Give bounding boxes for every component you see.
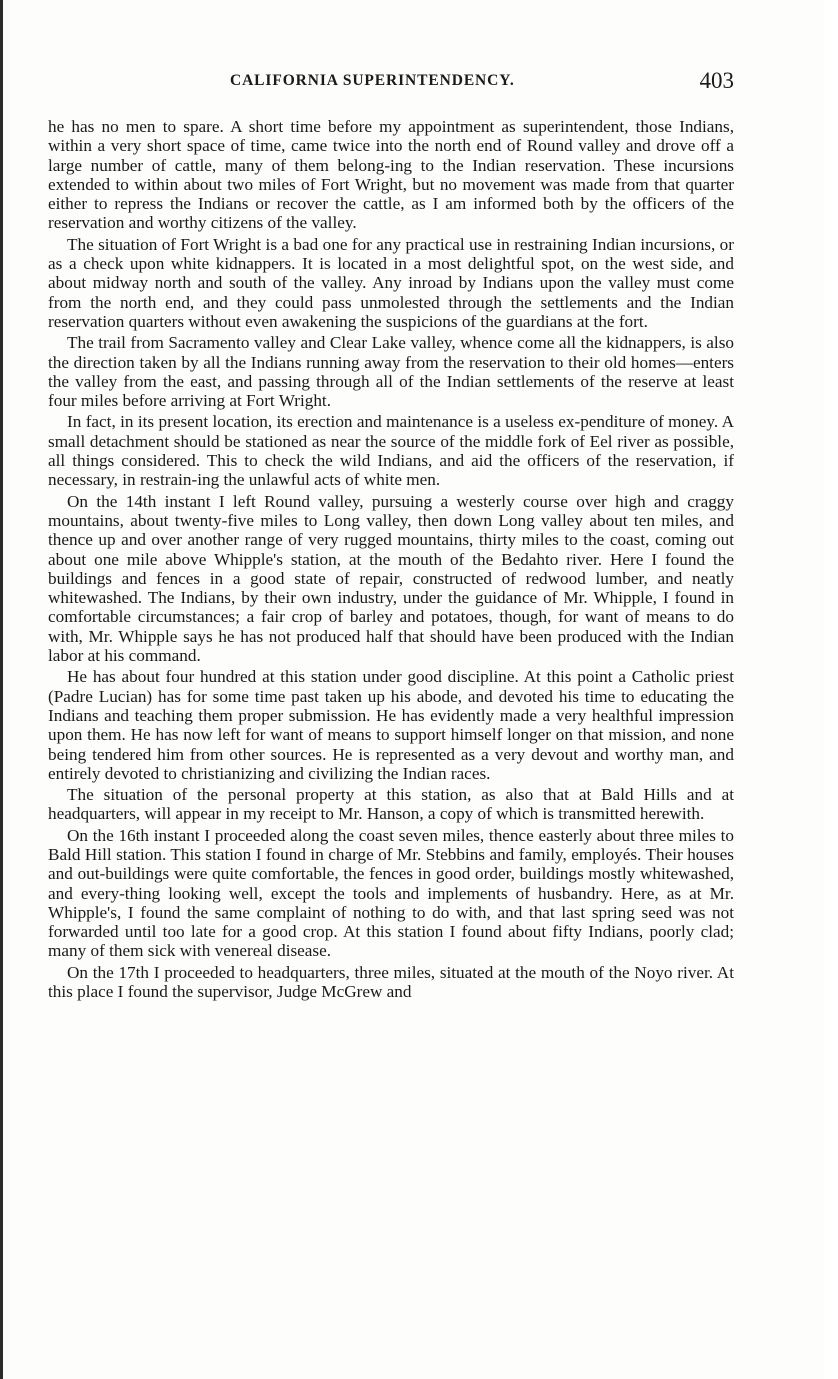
page-number: 403	[699, 68, 734, 93]
body-text	[48, 117, 734, 1003]
running-head: CALIFORNIA SUPERINTENDENCY.	[230, 72, 515, 89]
page-binding-edge	[0, 0, 3, 1379]
paragraph-fort-wright-situation: The situation of Fort Wright is a bad one for any practical use in restraining Indian incursions, or as a check upon white kidnappers. It is located in a most delightful spot, on the west side, and about midway north and south of the valley. Any inroad by Indians upon the valley must come from the north end, and they could pass unmolested through the settlements and the Indian reservation quarters without even awakening the suspicions of the guardians at the fort.	[48, 234, 734, 331]
paragraph-sacramento-trail: The trail from Sacramento valley and Clear Lake valley, whence come all the kidnappers, is also the direction taken by all the Indians running away from the reservation to their old homes—enters the valley from the east, and passing through all of the Indian settlements of the reserve at least four miles before arriving at Fort Wright.	[48, 333, 734, 411]
paragraph-personal-property: The situation of the personal property at this station, as also that at Bald Hills and at headquarters, will appear in my receipt to Mr. Hanson, a copy of which is transmitted herewith.	[48, 785, 734, 824]
paragraph-noyo-headquarters: On the 17th I proceeded to headquarters, three miles, situated at the mouth of the Noyo river. At this place I found the supervisor, Judge McGrew and	[48, 962, 734, 1002]
page-right-margin	[824, 0, 838, 1379]
paragraph-catholic-priest: He has about four hundred at this station under good discipline. At this point a Catholic priest (Padre Lucian) has for some time past taken up his abode, and devoted his time to educating the Indians and teaching them proper submission. He has evidently made a very healthful impression upon them. He has now left for want of means to support himself longer on that mission, and none being tendered him from other sources. He is represented as a very devout and worthy man, and entirely devoted to christianizing and civilizing the Indian races.	[48, 667, 734, 783]
paragraph-useless-expenditure: In fact, in its present location, its erection and maintenance is a useless ex-penditure of money. A small detachment should be stationed as near the source of the middle fork of Eel river as possible, all things considered. This to check the wild Indians, and aid the officers of the reservation, if necessary, in restrain-ing the unlawful acts of white men.	[48, 412, 734, 490]
paragraph-fort-wright-cattle: he has no men to spare. A short time before my appointment as superintendent, those Indians, within a very short space of time, came twice into the north end of Round valley and drove off a large number of cattle, many of them belong-ing to the Indian reservation. These incursions extended to within about two miles of Fort Wright, but no movement was made from that quarter either to repress the Indians or recover the cattle, as I am informed both by the officers of the reservation and worthy citizens of the valley.	[48, 117, 734, 233]
page-header	[48, 68, 734, 98]
paragraph-bald-hill-station: On the 16th instant I proceeded along the coast seven miles, thence easterly about three miles to Bald Hill station. This station I found in charge of Mr. Stebbins and family, employés. Their houses and out-buildings were quite comfortable, the fences in good order, buildings mostly whitewashed, and every-thing looking well, except the tools and implements of husbandry. Here, as at Mr. Whipple's, I found the same complaint of nothing to do with, and that last spring seed was not forwarded until too late for a good crop. At this station I found about fifty Indians, poorly clad; many of them sick with venereal disease.	[48, 825, 734, 961]
paragraph-whipple-station: On the 14th instant I left Round valley, pursuing a westerly course over high and craggy mountains, about twenty-five miles to Long valley, then down Long valley about ten miles, and thence up and over another range of very rugged mountains, thirty miles to the coast, coming out about one mile above Whipple's station, at the mouth of the Bedahto river. Here I found the buildings and fences in a good state of repair, constructed of redwood lumber, and neatly whitewashed. The Indians, by their own industry, under the guidance of Mr. Whipple, I found in comfortable circumstances; a fair crop of barley and potatoes, though, for want of means to do with, Mr. Whipple says he has not produced half that should have been produced with the Indian labor at his command.	[48, 491, 734, 666]
